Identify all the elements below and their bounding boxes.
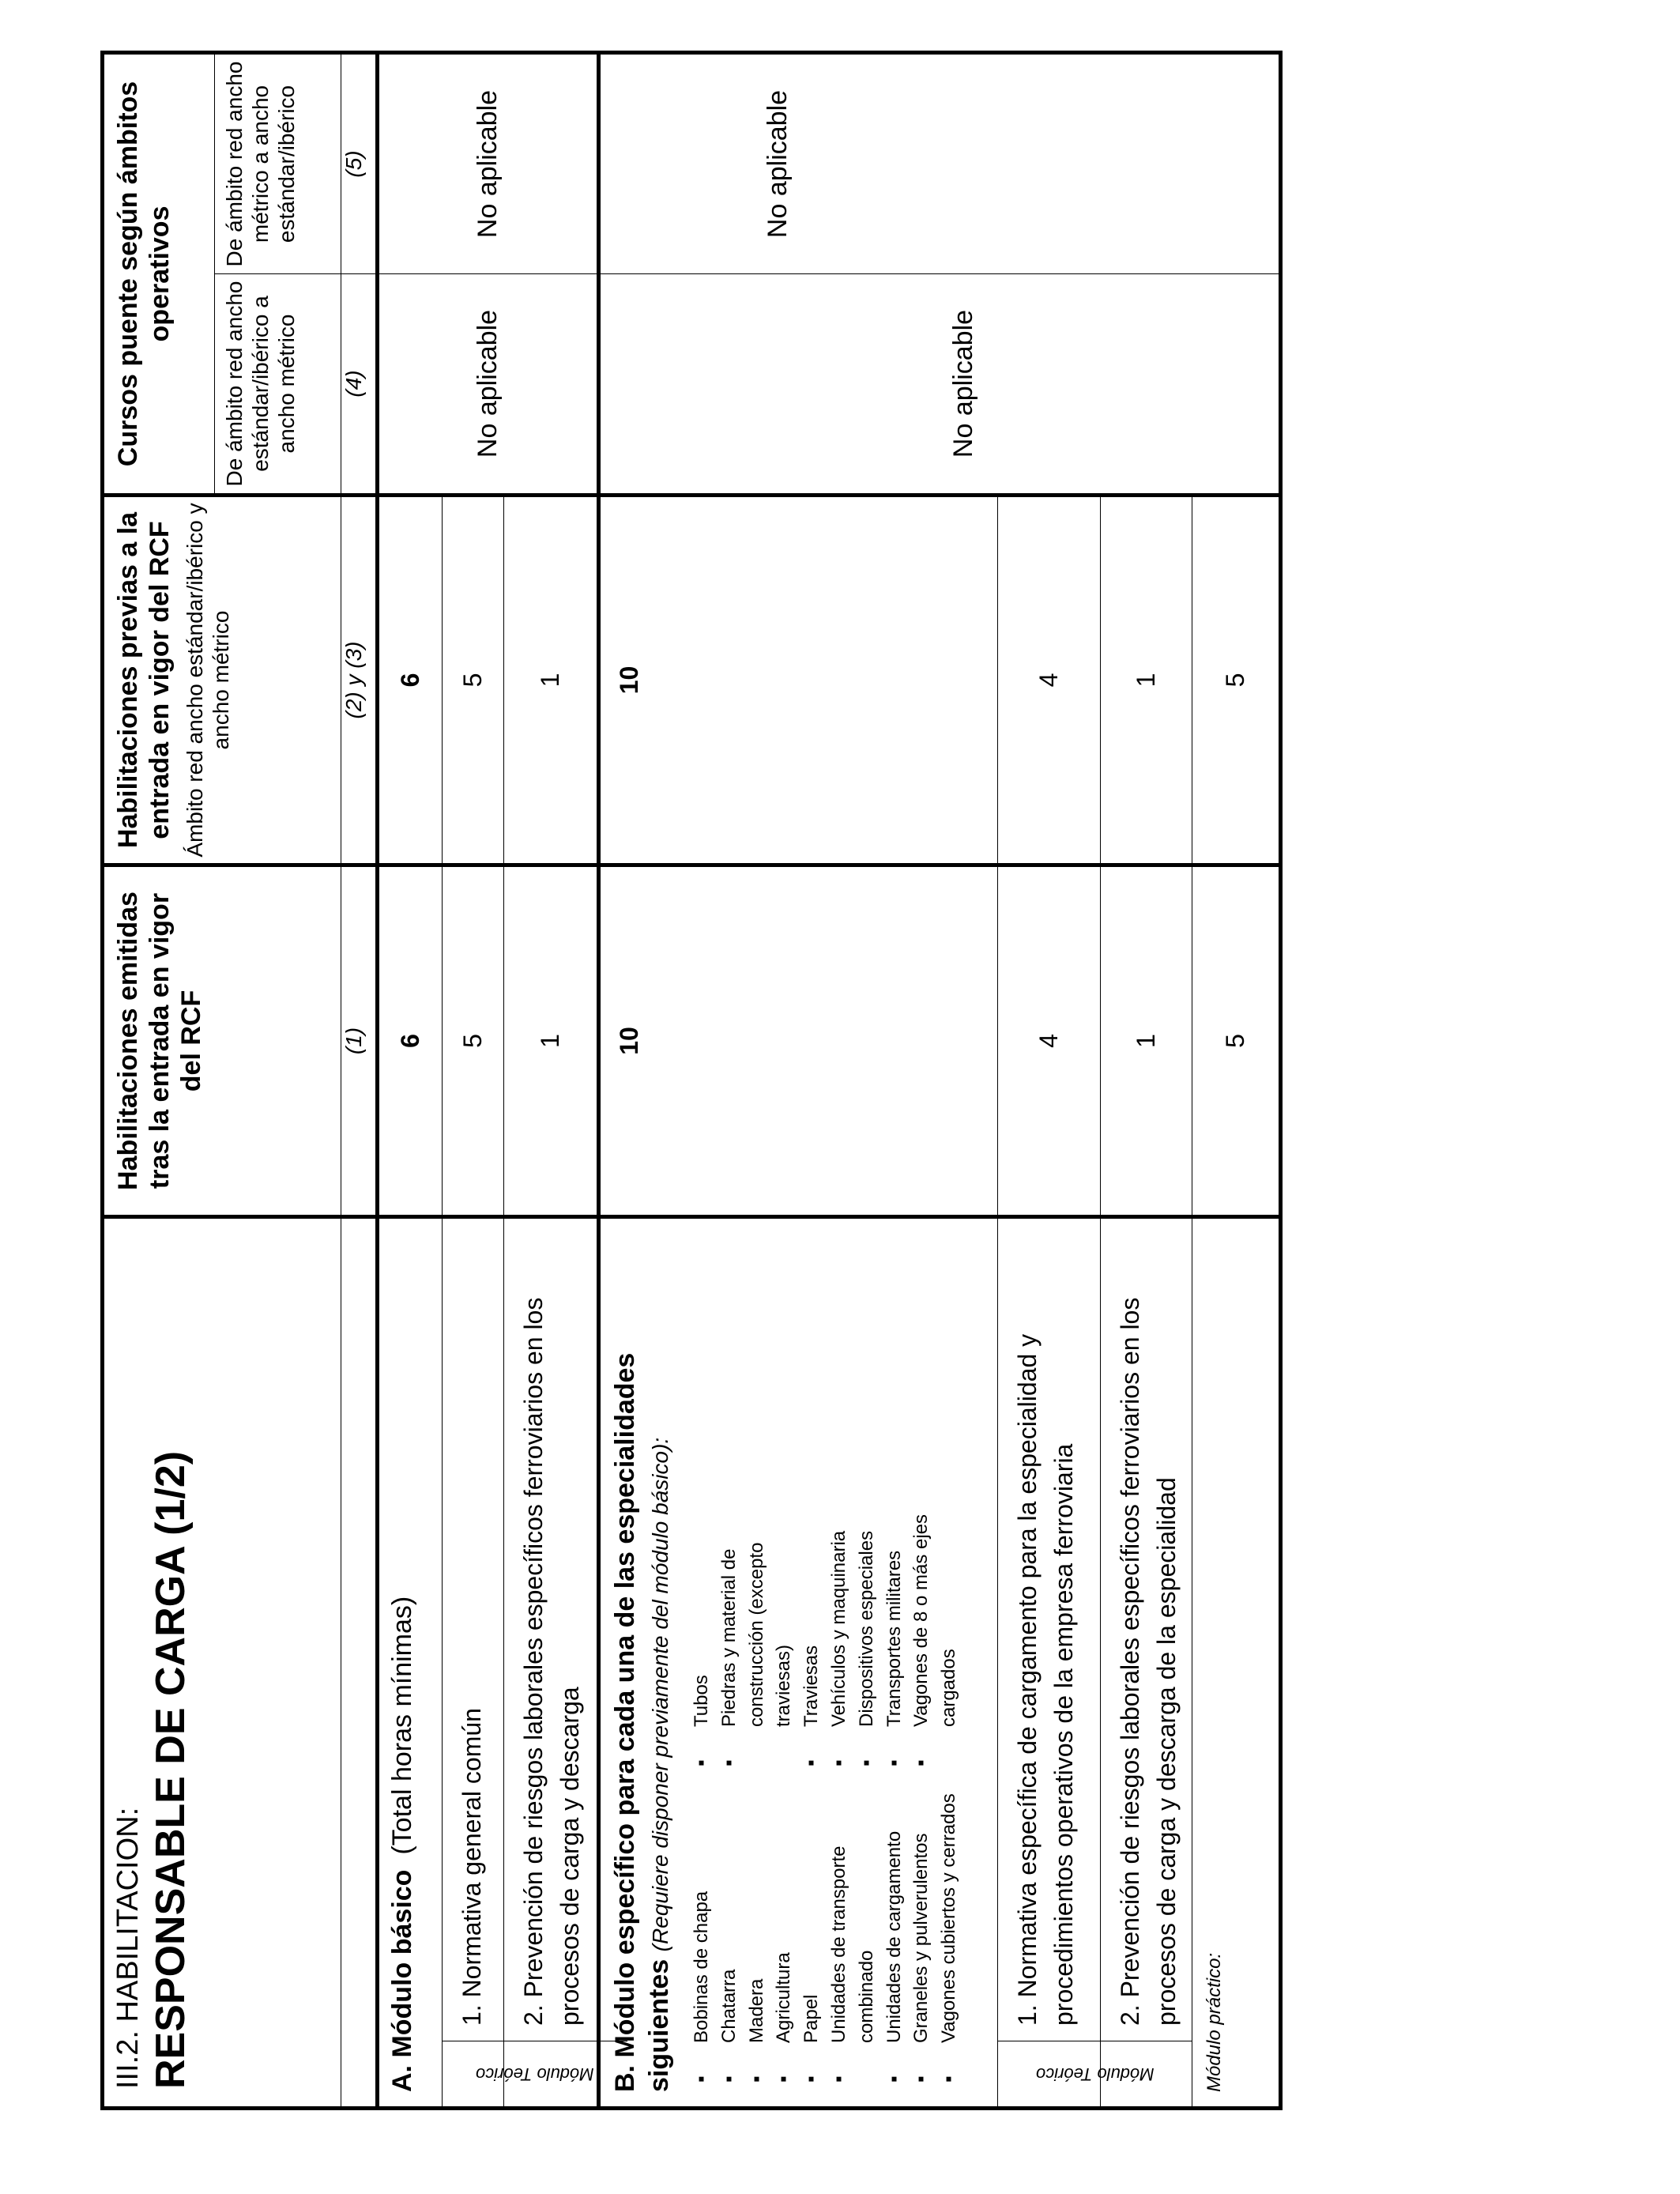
specialty-item — [770, 1766, 798, 2083]
section-b-item2-col2: 1 — [1101, 496, 1192, 865]
specialty-item — [881, 1766, 909, 2083]
section-b-total-col1: 10 — [599, 865, 998, 1217]
bullet-icon: ▪ — [691, 1759, 712, 1766]
section-a-item1-col1: 5 — [443, 865, 504, 1217]
col1-title: Habilitaciones emitidas tras la entrada en vigor del RCF — [113, 892, 207, 1190]
specialty-item — [881, 1506, 909, 1766]
habilitacion-label: III.2. HABILITACION: — [111, 1807, 145, 2089]
section-a-item1: 1. Normativa general común — [458, 1708, 486, 2026]
specialty-item — [716, 1506, 798, 1766]
col2-ref: (2) y (3) — [341, 496, 378, 865]
bullet-icon: ▪ — [745, 2075, 767, 2083]
ref-blank — [341, 1217, 378, 2109]
habilitacion-title: RESPONSABLE DE CARGA (1/2) — [147, 1450, 194, 2089]
practical-label: Módulo práctico: — [1203, 1952, 1225, 2092]
section-b-practical-col2: 5 — [1192, 496, 1281, 865]
specialty-label: Unidades de cargamento — [883, 1830, 905, 2043]
habilitacion-table — [100, 51, 1283, 2110]
section-b-note: (Requiere disponer previamente del módulo básico): — [647, 1437, 672, 1952]
specialty-label: Bobinas de chapa — [691, 1891, 712, 2043]
section-b-item2-col1: 1 — [1101, 865, 1192, 1217]
bullet-icon: ▪ — [691, 2075, 712, 2083]
specialty-item — [688, 1506, 716, 1766]
section-a-title-rest: (Total horas mínimas) — [387, 1596, 417, 1855]
bullet-icon: ▪ — [910, 1759, 932, 1766]
specialty-label: Piedras y material de construcción (excepto traviesas) — [718, 1542, 795, 1727]
section-b-item1-col1: 4 — [998, 865, 1101, 1217]
bullet-icon: ▪ — [827, 1759, 849, 1766]
col2-title: Habilitaciones previas a la entrada en vigor del RCF — [113, 511, 175, 849]
col3-header — [215, 274, 341, 496]
bullet-icon: ▪ — [883, 1759, 905, 1766]
specialty-label: Agricultura — [773, 1952, 795, 2043]
section-a-title — [379, 1219, 418, 2106]
section-a-na-col3: No aplicable — [473, 309, 503, 458]
bullet-icon: ▪ — [938, 2075, 960, 2083]
section-a-item2-col1: 1 — [504, 865, 599, 1217]
section-b-col3 — [599, 274, 1281, 496]
specialty-item — [908, 1766, 936, 2083]
section-a-title-bold: A. Módulo básico — [387, 1869, 417, 2092]
section-a-item1-col2: 5 — [443, 496, 504, 865]
specialty-label: Traviesas — [800, 1645, 823, 1727]
specialty-label: Tubos — [691, 1675, 712, 1727]
col1-header — [103, 865, 341, 1217]
section-b-practical-col1: 5 — [1192, 865, 1281, 1217]
col4-ref: (5) — [341, 52, 378, 273]
group-header — [103, 52, 215, 495]
bullet-icon: ▪ — [827, 2075, 849, 2083]
specialty-label: Transportes militares — [883, 1550, 905, 1727]
specialty-label: Madera — [745, 1978, 767, 2043]
bullet-icon: ▪ — [910, 2075, 932, 2083]
specialty-item — [826, 1506, 853, 1766]
col4-header — [215, 52, 341, 273]
specialty-item — [936, 1766, 963, 2083]
section-b-title — [601, 1219, 676, 2106]
section-a-item2-col2: 1 — [504, 496, 599, 865]
specialties-right — [688, 1506, 963, 1766]
specialty-label: Vehículos y maquinaria — [827, 1530, 849, 1727]
section-a-col4 — [378, 52, 599, 273]
section-a-col3 — [378, 274, 599, 496]
bullet-icon: ▪ — [800, 1759, 823, 1766]
section-b-item2: 2. Prevención de riesgos laborales específicos ferroviarios en los procesos de carga y descarga de la especialidad — [1116, 1297, 1181, 2026]
col3-ref: (4) — [341, 274, 378, 496]
section-b-item1-col2: 4 — [998, 496, 1101, 865]
section-b-total-col2: 10 — [599, 496, 998, 865]
section-a-item2-cell — [504, 1217, 599, 2109]
section-b-title-text: B. Módulo específico para cada una de las especialidades siguientes — [610, 1352, 674, 2092]
col1-ref: (1) — [341, 865, 378, 1217]
section-b-item1: 1. Normativa específica de cargamento para la especialidad y procedimientos operativos de la empresa ferroviaria — [1013, 1333, 1079, 2026]
section-a-item2: 2. Prevención de riesgos laborales específicos ferroviarios en los procesos de carga y descarga — [519, 1297, 585, 2026]
section-b-col4 — [599, 52, 1281, 273]
habilitacion-header-cell — [103, 1217, 341, 2109]
group-title: Cursos puente según ámbitos operativos — [113, 81, 175, 467]
specialty-label: Dispositivos especiales — [855, 1530, 877, 1727]
col2-header — [103, 496, 341, 865]
section-b-practical-cell — [1192, 1217, 1281, 2109]
specialty-label: Graneles y pulverulentos — [910, 1833, 932, 2043]
bullet-icon: ▪ — [773, 2075, 795, 2083]
specialty-label: Unidades de transporte combinado — [827, 1845, 877, 2043]
specialties-list — [676, 1219, 963, 2106]
col2-subtitle: Ámbito red ancho estándar/ibérico y ancho métrico — [183, 503, 234, 858]
bullet-icon: ▪ — [800, 2075, 823, 2083]
bullet-icon: ▪ — [883, 2075, 905, 2083]
section-b-title-cell — [599, 1217, 998, 2109]
section-a-title-cell — [378, 1217, 443, 2109]
bullet-icon: ▪ — [718, 1759, 740, 1766]
section-a-total-col2: 6 — [378, 496, 443, 865]
specialty-item — [744, 1766, 771, 2083]
bullet-icon: ▪ — [718, 2075, 740, 2083]
specialty-item — [798, 1506, 826, 1766]
specialty-item — [798, 1766, 826, 2083]
specialty-item — [716, 1766, 744, 2083]
specialty-label: Vagones cubiertos y cerrados — [938, 1793, 960, 2043]
specialty-label: Vagones de 8 o más ejes cargados — [910, 1514, 960, 1727]
section-b-na-col3: No aplicable — [948, 309, 978, 458]
section-a-side-label: Módulo Teórico — [476, 2064, 594, 2084]
section-b-item2-cell — [1101, 1217, 1192, 2109]
bullet-icon: ▪ — [855, 1759, 877, 1766]
section-b-side-label: Módulo Teórico — [1036, 2064, 1155, 2084]
section-b-na-col4: No aplicable — [763, 89, 793, 239]
specialty-item — [908, 1506, 963, 1766]
specialty-item — [853, 1506, 881, 1766]
specialties-left — [688, 1766, 963, 2083]
specialty-item — [688, 1766, 716, 2083]
section-a-total-col1: 6 — [378, 865, 443, 1217]
specialty-item — [826, 1766, 881, 2083]
rotated-table-sheet — [9, 61, 1249, 2134]
col3-subtitle: De ámbito red ancho estándar/ibérico a ancho métrico — [222, 281, 299, 487]
specialty-label: Chatarra — [718, 1969, 740, 2043]
section-a-na-col4: No aplicable — [473, 89, 503, 239]
col4-subtitle: De ámbito red ancho métrico a ancho estándar/ibérico — [222, 61, 299, 267]
specialty-label: Papel — [800, 1994, 823, 2043]
